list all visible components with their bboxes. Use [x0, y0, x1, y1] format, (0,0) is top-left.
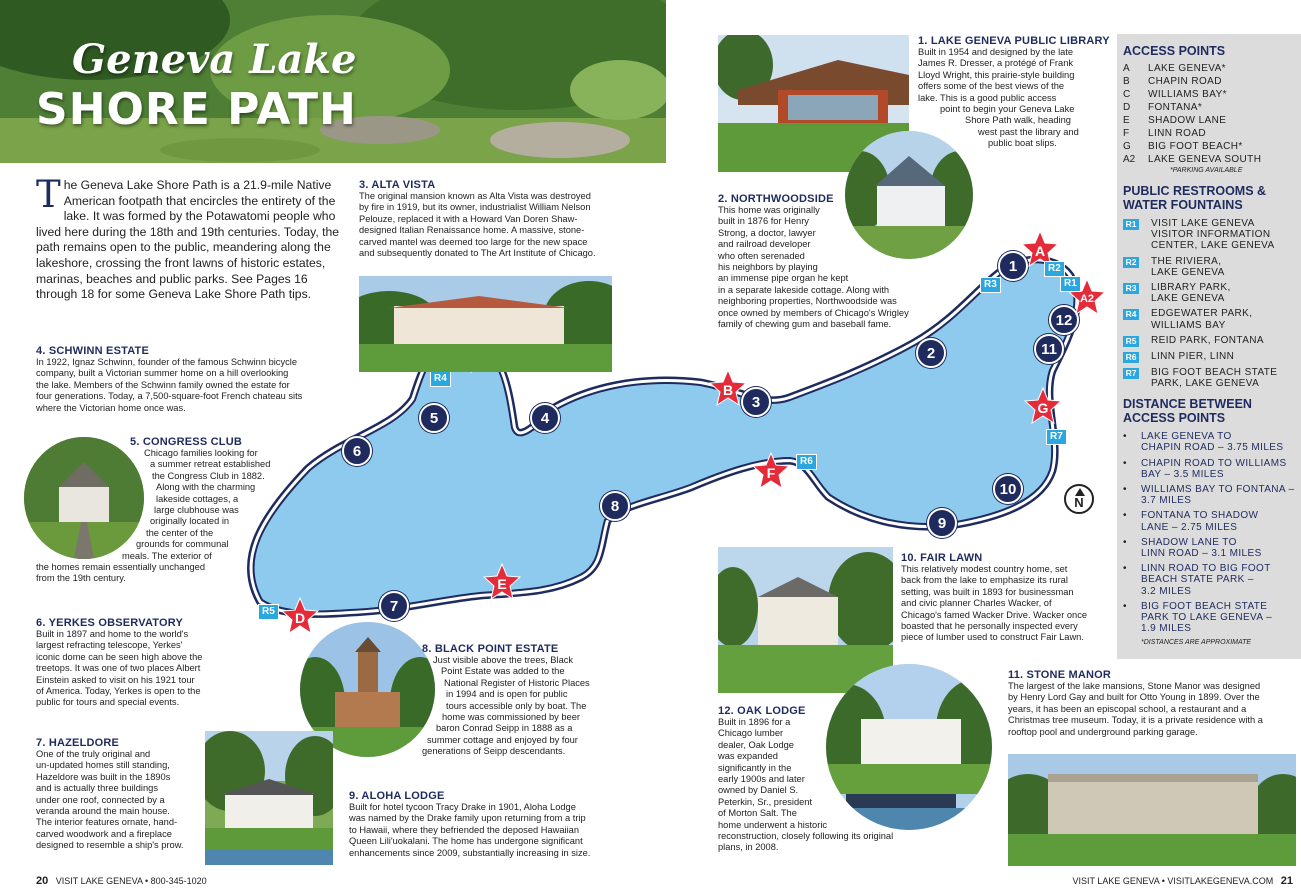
restroom-row: R1 VISIT LAKE GENEVA VISITOR INFORMATION CENTER, LAKE GENEVA [1123, 218, 1295, 252]
footer-right-text: VISIT LAKE GENEVA • VISITLAKEGENEVA.COM [1072, 876, 1274, 886]
restroom-marker-r2[interactable]: R2 [1044, 261, 1065, 277]
section-title: 2. NORTHWOODSIDE [718, 193, 834, 205]
restroom-marker-r4[interactable]: R4 [430, 371, 451, 387]
restroom-row: R4 EDGEWATER PARK, WILLIAMS BAY [1123, 308, 1295, 330]
info-sidebar [1117, 34, 1301, 659]
restrooms-list [1123, 218, 1295, 389]
restroom-row: R5 REID PARK, FONTANA [1123, 335, 1295, 347]
access-point-a-star[interactable]: A [1021, 230, 1059, 268]
page-number-right: 21 [1280, 875, 1293, 887]
access-point-g-star[interactable]: G [1024, 387, 1062, 425]
section-title: 7. HAZELDORE [36, 737, 120, 749]
section-title: 5. CONGRESS CLUB [130, 436, 242, 448]
distance-title: DISTANCE BETWEEN ACCESS POINTS [1123, 397, 1252, 426]
distance-note: *DISTANCES ARE APPROXIMATE [1141, 639, 1252, 647]
section-title: 6. YERKES OBSERVATORY [36, 617, 184, 629]
section-schwinn-estate [36, 345, 341, 414]
access-point-row: F LINN ROAD [1123, 128, 1207, 139]
section-hazeldore [36, 737, 201, 852]
section-northwoodside [718, 193, 948, 330]
hero-title-script: Geneva Lake [72, 36, 357, 83]
alta-vista-photo [359, 276, 612, 372]
footer-right [1073, 875, 1293, 887]
access-point-f-star[interactable]: F [752, 452, 790, 490]
hero-title: SHORE PATH [36, 84, 357, 135]
map-marker-6[interactable]: 6 [342, 436, 372, 466]
access-point-row: B CHAPIN ROAD [1123, 76, 1222, 87]
restroom-marker-r1[interactable]: R1 [1060, 276, 1081, 292]
section-stone-manor [1008, 669, 1298, 738]
section-body: Just visible above the trees, Black Point Estate was added to the National Register of Historic Places in 1994 and is open for public tours accessible only by boat. The home was commissioned by beer baron Conrad Seipp in 1888 as a summer cottage and enjoyed by four generations of Seipp descendants. [422, 655, 590, 757]
section-body: Built in 1897 and home to the world's largest refracting telescope, Yerkes' iconic dome can be seen high above the treetops. It was one of two places Albert Einstein asked to visit on his 1921 tour of America. Today, Yerkes is open to the public for tours and special events. [36, 629, 203, 708]
map-marker-10[interactable]: 10 [993, 474, 1023, 504]
section-title: 12. OAK LODGE [718, 705, 806, 717]
access-point-d-star[interactable]: D [281, 597, 319, 635]
section-title: 9. ALOHA LODGE [349, 790, 445, 802]
map-marker-9[interactable]: 9 [927, 508, 957, 538]
section-body: Built for hotel tycoon Tracy Drake in 1901, Aloha Lodge was named by the Drake family upon returning from a trip to Hawaii, where they befriended the deposed Hawaiian Queen Lili'uokalani. The home has undergone significant enhancements since 2009, substantially increasing in size. [349, 802, 591, 858]
section-body: Chicago families looking for a summer retreat established the Congress Club in 1882. Along with the charming lakeside cottages, a large clubhouse was originally located in the center of the grounds for communal meals. The exterior of the homes remain essentially unchanged from the 19th century. [36, 448, 271, 584]
distance-row: • LINN ROAD TO BIG FOOT BEACH STATE PARK – 3.2 MILES [1123, 563, 1271, 597]
map-marker-5[interactable]: 5 [419, 403, 449, 433]
distance-row: • SHADOW LANE TO LINN ROAD – 3.1 MILES [1123, 536, 1262, 560]
map-marker-3[interactable]: 3 [741, 387, 771, 417]
intro-dropcap: T [36, 173, 61, 216]
intro-text: he Geneva Lake Shore Path is a 21.9-mile Native American footpath that encircles the entirety of the lake. It was formed by the Potawatomi people who lived here during the 18th and 19th centuries. Today, the path remains open to the public, meandering along the lakeshore, crossing the front lawns of historic estates, marinas, beaches and public parks. See Pages 16 through 18 for some Geneva Lake Shore Path tips. [36, 178, 340, 302]
distance-row: • WILLIAMS BAY TO FONTANA – 3.7 MILES [1123, 484, 1295, 507]
section-library [918, 35, 1118, 150]
section-alta-vista [359, 179, 624, 259]
restroom-row: R3 LIBRARY PARK, LAKE GENEVA [1123, 282, 1295, 304]
restrooms-title: PUBLIC RESTROOMS & WATER FOUNTAINS [1123, 184, 1267, 212]
map-marker-8[interactable]: 8 [600, 491, 630, 521]
footer-left-text: VISIT LAKE GENEVA • 800-345-1020 [55, 876, 207, 886]
page-number-left: 20 [36, 875, 49, 887]
section-aloha-lodge [349, 790, 624, 859]
section-body: In 1922, Ignaz Schwinn, founder of the famous Schwinn bicycle company, built a Victorian summer home on a hill overlooking the lake. Members of the Schwinn family owned the estate for four generations. Today, a 7,500-square-foot French chateau sits where the Victorian home once was. [36, 357, 303, 413]
map-marker-11[interactable]: 11 [1034, 334, 1064, 364]
stone-manor-photo [1008, 754, 1296, 866]
section-title: 1. LAKE GENEVA PUBLIC LIBRARY [918, 35, 1110, 47]
map-marker-4[interactable]: 4 [530, 403, 560, 433]
access-point-b-star[interactable]: B [709, 369, 747, 407]
section-body: This relatively modest country home, set back from the lake to emphasize its rural setting, was built in 1893 for businessman and civic planner Charles Wacker, of Chicago's famed Wacker Drive. Wacker once boasted that he personally inspected every piece of lumber used to construct Fair Lawn. [901, 564, 1088, 643]
section-body: One of the truly original and un-updated homes still standing, Hazeldore was built in the 1890s and is actually three buildings under one roof, connected by a veranda around the main house. The interior features ornate, hand- carved woodwork and a fireplace designed to resemble a ship's prow. [36, 749, 184, 851]
section-body: The largest of the lake mansions, Stone Manor was designed by Henry Lord Gay and built for Otto Young in 1899. Over the years, it has been an episcopal school, a restaurant and a Christmas tree museum. Today, it is a private residence with a rooftop pool and underground parking garage. [1008, 681, 1263, 737]
section-title: 4. SCHWINN ESTATE [36, 345, 149, 357]
map-marker-1[interactable]: 1 [998, 251, 1028, 281]
footer-left [36, 875, 207, 887]
north-arrow-icon: N [1064, 484, 1094, 514]
map-marker-12[interactable]: 12 [1049, 305, 1079, 335]
fair-lawn-photo [718, 547, 893, 693]
section-yerkes-observatory [36, 617, 266, 709]
restroom-row: R7 BIG FOOT BEACH STATE PARK, LAKE GENEVA [1123, 367, 1295, 389]
restroom-marker-r3[interactable]: R3 [980, 277, 1001, 293]
section-body: Built in 1954 and designed by the late James R. Dresser, a protégé of Frank Lloyd Wright, this prairie-style building offers some of the best views of the lake. This is a good public access point to begin your Geneva Lake Shore Path walk, heading west past the library and public boat slips. [918, 47, 1079, 149]
section-body: This home was originally built in 1876 for Henry Strong, a doctor, lawyer and railroad developer who often serenaded his neighbors by playing an immense pipe organ he kept in a separate lakeside cottage. Along with neighboring properties, Northwoodside was once owned by members of Chicago's Wrigley family of chewing gum and baseball fame. [718, 205, 909, 330]
section-title: 10. FAIR LAWN [901, 552, 983, 564]
distance-row: • BIG FOOT BEACH STATE PARK TO LAKE GENEVA – 1.9 MILES [1123, 600, 1273, 635]
hazeldore-photo [205, 731, 333, 865]
section-title: 11. STONE MANOR [1008, 669, 1112, 681]
restroom-marker-r5[interactable]: R5 [258, 604, 279, 620]
restroom-row: R2 THE RIVIERA, LAKE GENEVA [1123, 256, 1295, 278]
access-point-row: C WILLIAMS BAY* [1123, 89, 1227, 100]
access-points-title: ACCESS POINTS [1123, 44, 1226, 58]
map-marker-7[interactable]: 7 [379, 591, 409, 621]
section-black-point-estate [422, 643, 622, 758]
access-point-a2-star[interactable]: A2 [1068, 278, 1106, 316]
section-fair-lawn [901, 552, 1111, 644]
distance-list [1123, 431, 1295, 634]
restroom-row: R6 LINN PIER, LINN [1123, 351, 1295, 363]
distance-row: • LAKE GENEVA TO CHAPIN ROAD – 3.75 MILES [1123, 431, 1284, 454]
section-title: 8. BLACK POINT ESTATE [422, 643, 559, 655]
section-title: 3. ALTA VISTA [359, 179, 436, 191]
access-point-row: G BIG FOOT BEACH* [1123, 141, 1243, 152]
access-point-row: D FONTANA* [1123, 102, 1203, 113]
access-point-row: A LAKE GENEVA* [1123, 63, 1226, 74]
distance-row: • CHAPIN ROAD TO WILLIAMS BAY – 3.5 MILES [1123, 457, 1287, 480]
access-point-row: E SHADOW LANE [1123, 115, 1227, 126]
access-point-row: A2 LAKE GENEVA SOUTH [1123, 154, 1262, 165]
section-congress-club [36, 436, 296, 585]
distance-row: • FONTANA TO SHADOW LANE – 2.75 MILES [1123, 510, 1259, 533]
access-points-list [1123, 62, 1295, 166]
restroom-marker-r6[interactable]: R6 [796, 454, 817, 470]
section-body: The original mansion known as Alta Vista was destroyed by fire in 1919, but its owner, industrialist William Nelson Pelouze, replaced it with a Howard Van Doren Shaw- designed Italian Renaissance home. A massive, stone- carved mantel was deemed too large for the new space and subsequently donated to The Art Institute of Chicago. [359, 191, 596, 259]
map-marker-2[interactable]: 2 [916, 338, 946, 368]
section-body: Built in 1896 for a Chicago lumber dealer, Oak Lodge was expanded significantly in the early 1900s and later owned by Daniel S. Peterkin, Sr., president of Morton Salt. The home underwent a historic reconstruction, closely following its original plans, in 2008. [718, 717, 894, 853]
restroom-marker-r7[interactable]: R7 [1046, 429, 1067, 445]
parking-note: *PARKING AVAILABLE [1170, 167, 1243, 174]
section-oak-lodge [718, 705, 928, 854]
access-point-e-star[interactable]: E [483, 563, 521, 601]
